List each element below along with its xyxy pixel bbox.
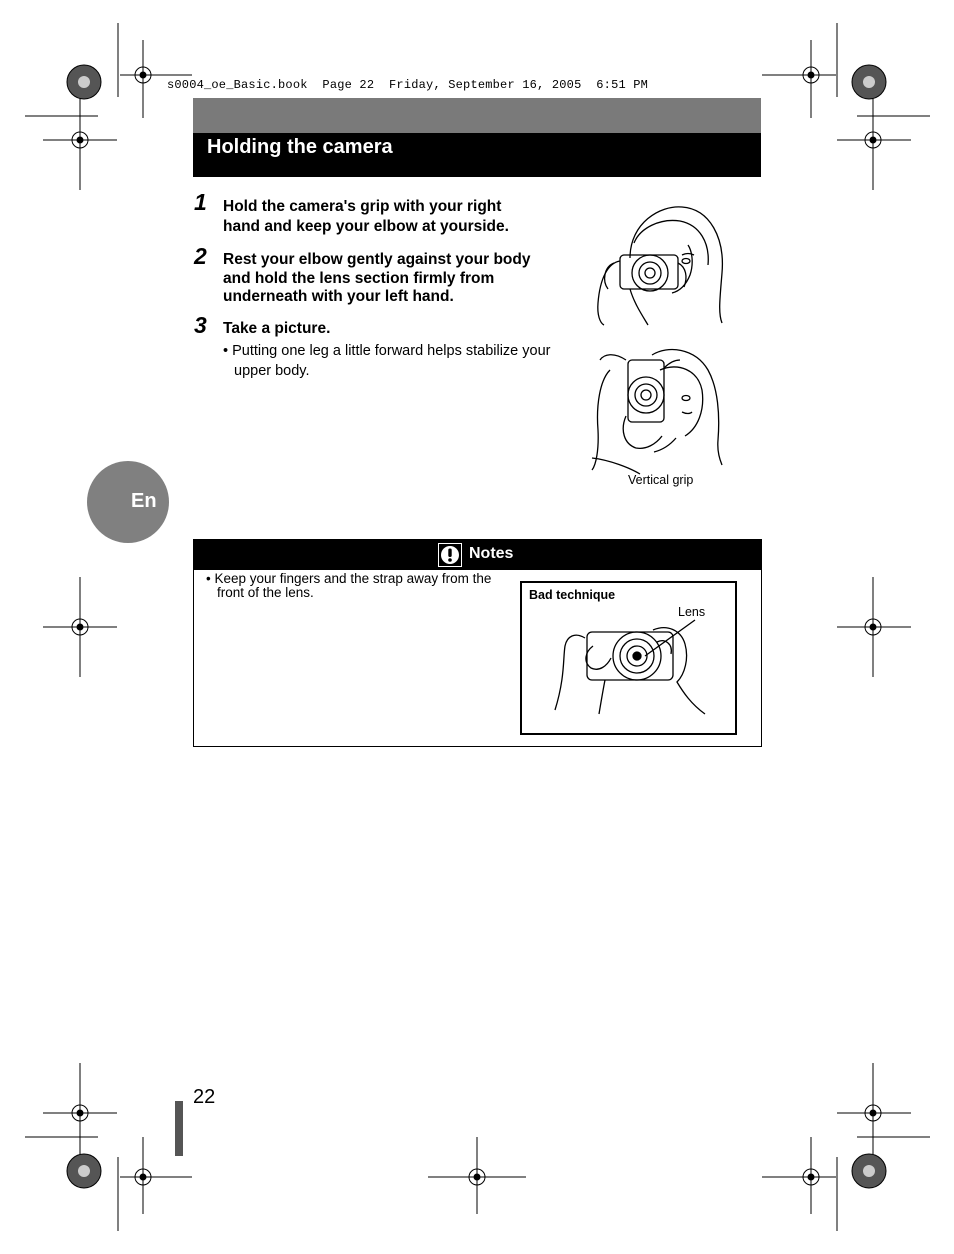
step-3-line-1: Take a picture. <box>223 320 331 337</box>
page-number-bar <box>175 1101 183 1156</box>
bad-technique-illustration <box>545 618 715 716</box>
page-number: 22 <box>193 1086 216 1108</box>
step-2-line-1: Rest your elbow gently against your body <box>223 251 531 268</box>
step-2-line-3: underneath with your left hand. <box>223 288 454 305</box>
step-2-line-2: and hold the lens section firmly from <box>223 270 495 287</box>
step-number-3: 3 <box>194 312 207 338</box>
step-3-bullet: • Putting one leg a little forward helps stabilize your upper body. <box>223 343 551 379</box>
bad-technique-title: Bad technique <box>529 588 616 602</box>
vertical-grip-caption: Vertical grip <box>628 473 694 487</box>
title-bar-gray <box>193 98 761 133</box>
page-title: Holding the camera <box>207 136 393 158</box>
language-tab <box>87 461 169 543</box>
lens-label: Lens <box>678 605 706 619</box>
notes-title: Notes <box>469 545 514 562</box>
step-1-line-2: hand and keep your elbow at yourside. <box>223 218 509 235</box>
holding-camera-illustration <box>590 203 730 328</box>
step-1-line-1: Hold the camera's grip with your right <box>223 198 502 215</box>
step-number-2: 2 <box>194 243 207 269</box>
vertical-grip-illustration <box>590 340 730 475</box>
step-number-1: 1 <box>194 189 207 215</box>
notes-item: • Keep your fingers and the strap away from the front of the lens. <box>206 571 492 600</box>
exclamation-icon <box>438 543 462 567</box>
print-header-line: s0004_oe_Basic.book Page 22 Friday, September 16, 2005 6:51 PM <box>167 78 649 92</box>
language-tab-label: En <box>131 490 157 512</box>
